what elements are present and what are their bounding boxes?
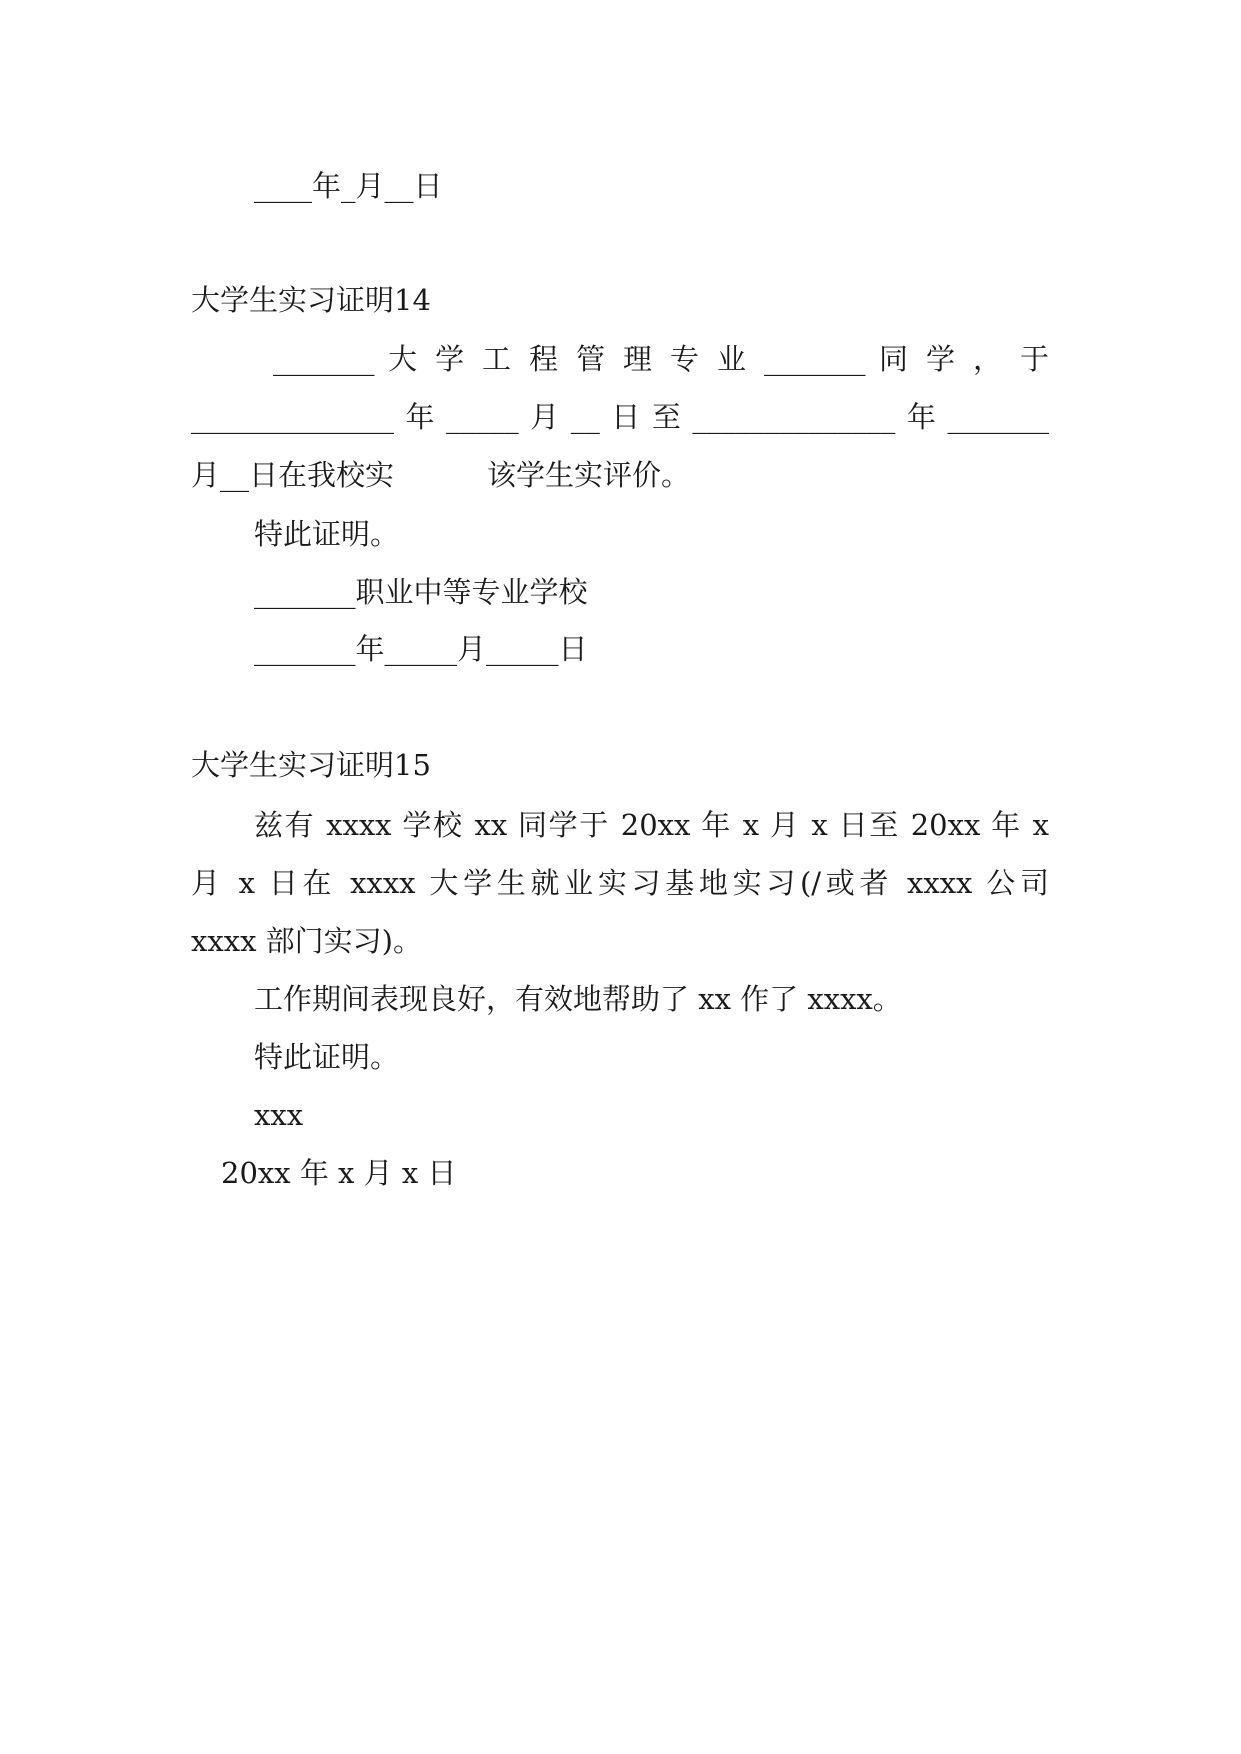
section-14-title: 大学生实习证明14 [191,283,431,317]
section-15-performance: 工作期间表现良好，有效地帮助了 xx 作了 xxxx。 [254,982,902,1016]
section-14-paragraph-line-2: ______________年_____月__日至______________年_______ [191,400,1049,434]
section-14-paragraph-line-3b: 该学生实评价。 [487,458,691,492]
section-15-body-line-1: 兹有 xxxx 学校 xx 同学于 20xx 年 x 月 x 日至 20xx 年 x [254,808,1049,842]
section-15-body-line-2: 月 x 日在 xxxx 大学生就业实习基地实习(/或者 xxxx 公司 [191,866,1049,900]
section-15-title: 大学生实习证明15 [191,748,431,782]
section-14-school: _______职业中等专业学校 [254,575,588,609]
section-14-date: _______年_____月_____日 [254,632,588,666]
date-line: ____年_月__日 [254,169,443,203]
section-14-paragraph-line-1: _______ 大 学 工 程 管 理 专 业 _______ 同 学 ， 于 [273,342,1049,376]
section-15-body-line-3: xxxx 部门实习)。 [191,924,422,958]
section-14-certify: 特此证明。 [254,517,400,551]
section-15-signer: xxx [254,1098,304,1132]
section-15-certify: 特此证明。 [254,1040,400,1074]
section-14-paragraph-line-3a: 月__日在我校实 [191,458,395,492]
section-15-date: 20xx 年 x 月 x 日 [221,1156,457,1190]
